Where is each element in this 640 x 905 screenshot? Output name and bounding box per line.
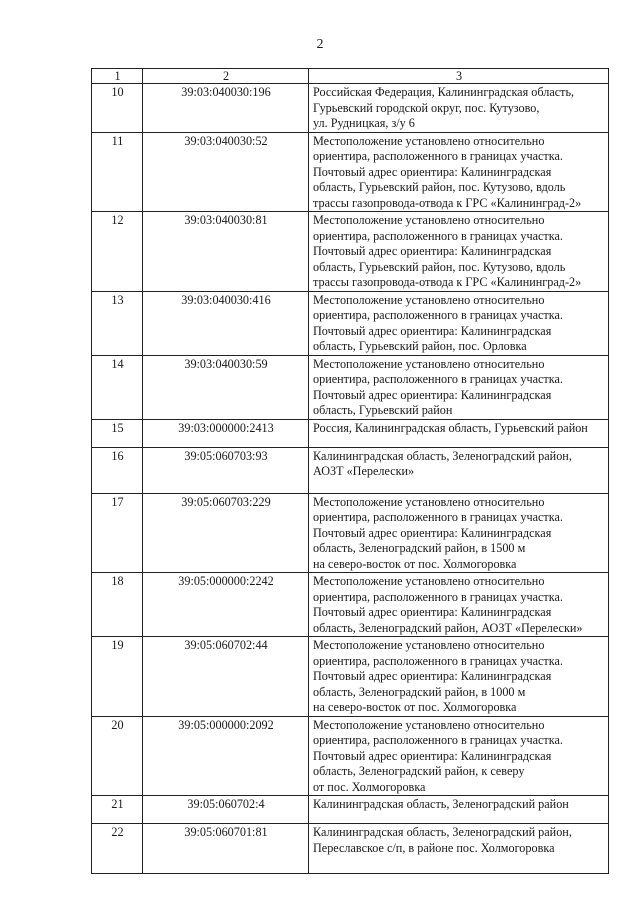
land-plots-table <box>91 68 609 874</box>
row-number: 12 <box>92 212 143 292</box>
location-line: на северо-восток от пос. Холмогоровка <box>313 700 517 714</box>
row-number: 13 <box>92 291 143 355</box>
table-row <box>92 132 609 212</box>
location-line: АОЗТ «Перелески» <box>313 464 415 478</box>
table-row <box>92 716 609 796</box>
location-line: Гурьевский городской округ, пос. Кутузово, <box>313 100 540 115</box>
location-line: ориентира, расположенного в границах участка. <box>313 733 563 747</box>
location-line: Местоположение установлено относительно <box>313 638 545 652</box>
location-line: Калининградская область, Зеленоградский район <box>313 797 569 811</box>
location-line: Местоположение установлено относительно <box>313 574 545 588</box>
location-line: Россия, Калининградская область, Гурьевский район <box>313 420 588 435</box>
location-description <box>309 716 609 796</box>
location-line: Местоположение установлено относительно <box>313 213 545 227</box>
location-line: Почтовый адрес ориентира: Калининградская <box>313 164 552 179</box>
table-row <box>92 212 609 292</box>
cadastral-number: 39:05:060703:93 <box>143 447 309 493</box>
table-row <box>92 84 609 133</box>
table-row <box>92 573 609 637</box>
table-row <box>92 291 609 355</box>
location-line: Калининградская область, Зеленоградский район, <box>313 448 572 463</box>
cadastral-number: 39:05:060703:229 <box>143 493 309 573</box>
column-header-1: 1 <box>92 69 143 84</box>
location-description <box>309 212 609 292</box>
location-line: Местоположение установлено относительно <box>313 356 545 371</box>
location-description <box>309 824 609 874</box>
row-number: 19 <box>92 637 143 717</box>
location-description <box>309 447 609 493</box>
cadastral-number: 39:05:000000:2242 <box>143 573 309 637</box>
location-line: ориентира, расположенного в границах участка. <box>313 589 563 604</box>
location-line: ориентира, расположенного в границах участка. <box>313 308 563 322</box>
cadastral-number: 39:03:040030:81 <box>143 212 309 292</box>
row-number: 10 <box>92 84 143 133</box>
location-line: область, Зеленоградский район, к северу <box>313 764 525 778</box>
row-number: 17 <box>92 493 143 573</box>
location-line: Почтовый адрес ориентира: Калининградская <box>313 387 552 402</box>
location-line: Почтовый адрес ориентира: Калининградская <box>313 669 552 683</box>
table-row <box>92 419 609 447</box>
row-number: 16 <box>92 447 143 493</box>
cadastral-number: 39:03:040030:52 <box>143 132 309 212</box>
cadastral-number: 39:03:040030:59 <box>143 355 309 419</box>
row-number: 11 <box>92 132 143 212</box>
cadastral-number: 39:05:060701:81 <box>143 824 309 874</box>
column-header-2: 2 <box>143 69 309 84</box>
table-row <box>92 796 609 824</box>
location-line: ориентира, расположенного в границах участка. <box>313 372 563 386</box>
location-line: область, Гурьевский район, пос. Кутузово, вдоль <box>313 259 566 274</box>
location-line: ул. Рудницкая, з/у 6 <box>313 116 415 130</box>
table-row <box>92 447 609 493</box>
table-body <box>92 69 609 874</box>
cadastral-number: 39:03:040030:416 <box>143 291 309 355</box>
location-line: Почтовый адрес ориентира: Калининградская <box>313 244 552 258</box>
cadastral-number: 39:03:040030:196 <box>143 84 309 133</box>
location-description <box>309 355 609 419</box>
location-line: Почтовый адрес ориентира: Калининградская <box>313 323 552 338</box>
location-line: ориентира, расположенного в границах участка. <box>313 149 563 163</box>
row-number: 22 <box>92 824 143 874</box>
column-header-3: 3 <box>309 69 609 84</box>
location-description <box>309 84 609 133</box>
location-line: Местоположение установлено относительно <box>313 494 545 509</box>
location-description <box>309 796 609 824</box>
location-description <box>309 132 609 212</box>
location-line: Местоположение установлено относительно <box>313 292 545 307</box>
row-number: 14 <box>92 355 143 419</box>
table-header-row <box>92 69 609 84</box>
row-number: 18 <box>92 573 143 637</box>
location-description <box>309 493 609 573</box>
location-line: ориентира, расположенного в границах участка. <box>313 510 563 524</box>
location-line: на северо-восток от пос. Холмогоровка <box>313 556 517 571</box>
location-line: от пос. Холмогоровка <box>313 779 426 794</box>
location-line: Почтовый адрес ориентира: Калининградская <box>313 525 552 540</box>
location-line: область, Зеленоградский район, в 1000 м <box>313 684 526 699</box>
cadastral-number: 39:05:060702:4 <box>143 796 309 824</box>
row-number: 20 <box>92 716 143 796</box>
table-row <box>92 493 609 573</box>
location-line: Почтовый адрес ориентира: Калининградская <box>313 748 552 763</box>
location-line: трассы газопровода-отвода к ГРС «Калининград-2» <box>313 195 582 210</box>
row-number: 21 <box>92 796 143 824</box>
cadastral-number: 39:03:000000:2413 <box>143 419 309 447</box>
location-description <box>309 291 609 355</box>
location-line: область, Гурьевский район <box>313 403 453 417</box>
location-line: область, Гурьевский район, пос. Кутузово, вдоль <box>313 180 566 194</box>
table-row <box>92 355 609 419</box>
location-line: область, Зеленоградский район, АОЗТ «Перелески» <box>313 620 583 635</box>
location-line: область, Гурьевский район, пос. Орловка <box>313 339 527 353</box>
location-line: Местоположение установлено относительно <box>313 133 545 148</box>
table-row <box>92 637 609 717</box>
cadastral-number: 39:05:000000:2092 <box>143 716 309 796</box>
location-line: Калининградская область, Зеленоградский район, <box>313 825 572 839</box>
location-line: Местоположение установлено относительно <box>313 717 545 732</box>
location-description <box>309 419 609 447</box>
location-description <box>309 637 609 717</box>
location-line: ориентира, расположенного в границах участка. <box>313 653 563 668</box>
location-line: трассы газопровода-отвода к ГРС «Калининград-2» <box>313 275 582 289</box>
cadastral-number: 39:05:060702:44 <box>143 637 309 717</box>
location-line: Российская Федерация, Калининградская область, <box>313 85 575 99</box>
location-line: ориентира, расположенного в границах участка. <box>313 228 563 243</box>
table-row <box>92 824 609 874</box>
location-line: Почтовый адрес ориентира: Калининградская <box>313 605 552 619</box>
location-line: Переславское с/п, в районе пос. Холмогоровка <box>313 840 555 855</box>
location-description <box>309 573 609 637</box>
page-number: 2 <box>316 37 324 52</box>
location-line: область, Зеленоградский район, в 1500 м <box>313 541 526 555</box>
row-number: 15 <box>92 419 143 447</box>
